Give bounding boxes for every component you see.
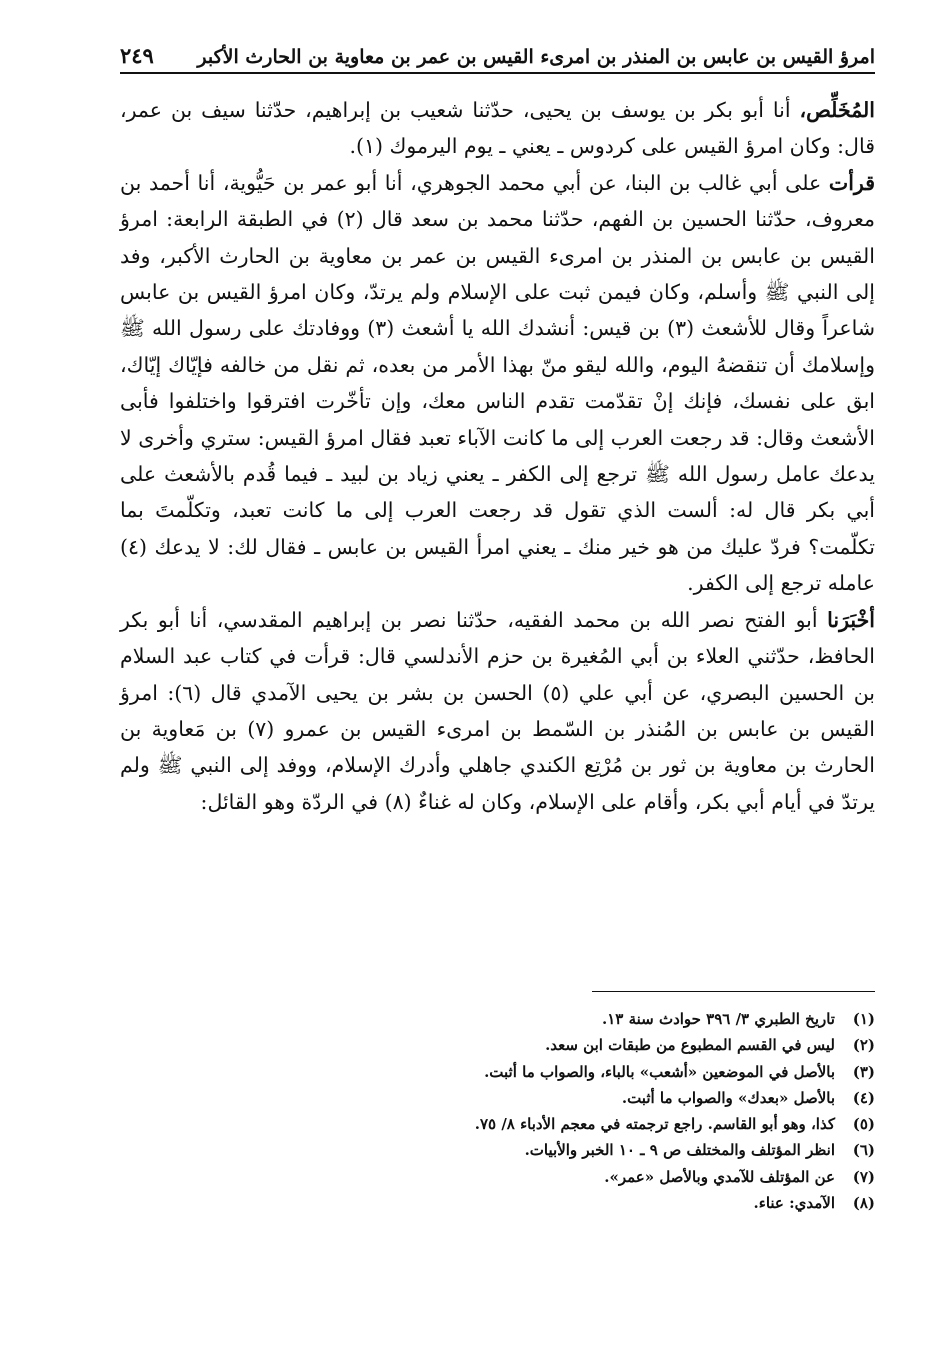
footnote-number: (٢) (852, 1036, 875, 1055)
footnote-text: ليس في القسم المطبوع من طبقات ابن سعد. (545, 1036, 835, 1055)
footnote-number: (٣) (852, 1062, 875, 1081)
paragraph-lead-word: قرأت (828, 170, 875, 195)
footnote-number: (٧) (852, 1167, 875, 1186)
paragraph (120, 165, 875, 602)
footnote-text: انظر المؤتلف والمختلف ص ٩ ـ ١٠ الخبر والأبيات. (524, 1141, 835, 1160)
footnote-number: (٤) (852, 1088, 875, 1107)
paragraph (120, 92, 875, 165)
main-text (120, 92, 875, 820)
paragraph-lead-word: المُخَلِّص، (799, 98, 875, 122)
footnote-text: كذا، وهو أبو القاسم. راجع ترجمته في معجم الأدباء ٨/ ٧٥. (474, 1115, 835, 1134)
footnote (200, 1190, 875, 1216)
footnote (200, 1111, 875, 1137)
footnote-separator (592, 991, 875, 992)
footnote-number: (٨) (852, 1194, 875, 1213)
footnote-number: (٦) (852, 1141, 875, 1160)
paragraph-lead-word: أخْبَرَنا (827, 607, 875, 632)
paragraph-text: أبو الفتح نصر الله بن محمد الفقيه، حدّثنا نصر بن إبراهيم المقدسي، أنا أبو بكر الحافظ، حدّثني العلاء بن أبي المُغيرة بن حزم الأندلسي قال: قرأت في كتاب عبد السلام بن الحسين البصري، عن أبي علي (٥) الحسن بن بشر بن يحيى الآمدي قال (٦): امرؤ القيس بن عابس بن المُنذر بن السّمط بن امرىء القيس بن عمرو (٧) بن مَعاوية بن الحارث بن معاوية بن ثور بن مُرْتِع الكندي جاهلي وأدرك الإسلام، ووفد إلى النبي ﷺ ولم يرتدّ في أيام أبي بكر، وأقام على الإسلام، وكان له غناءٌ (٨) في الردّة وهو القائل: (120, 607, 876, 814)
footnote (200, 1137, 875, 1163)
footnote-text: بالأصل «بعدك» والصواب ما أثبت. (621, 1088, 835, 1107)
footnote-text: تاريخ الطبري ٣/ ٣٩٦ حوادث سنة ١٣. (602, 1010, 835, 1028)
footnote (200, 1032, 875, 1058)
paragraph-text: أنا أبو بكر بن يوسف بن يحيى، حدّثنا شعيب بن إبراهيم، حدّثنا سيف بن عمر، قال: وكان امرؤ القيس على كردوس ـ يعني ـ يوم اليرموك (١). (120, 98, 875, 159)
running-header (120, 30, 875, 74)
footnote-number: (١) (852, 1010, 875, 1028)
page-number: ٢٤٩ (120, 43, 154, 68)
paragraph (120, 602, 875, 820)
footnote-text: عن المؤتلف للآمدي وبالأصل «عمر». (604, 1167, 835, 1186)
paragraph-text: على أبي غالب بن البنا، عن أبي محمد الجوهري، أنا أبو عمر بن حَيُّوية، أنا أحمد بن معروف، حدّثنا الحسين بن الفهم، حدّثنا محمد بن سعد قال (٢) في الطبقة الرابعة: امرؤ القيس بن عابس بن المنذر بن امرىء القيس بن عمر بن معاوية بن الحارث الأكبر، وفد إلى النبي ﷺ وأسلم، وكان فيمن ثبت على الإسلام ولم يرتدّ، وكان امرؤ القيس بن عابس شاعراً وقال للأشعث (٣) بن قيس: أنشدك الله يا أشعث (٣) ووفادتك على رسول الله ﷺ وإسلامك أن تنقضهُ اليوم، والله ليقو منّ بهذا الأمر من بعده، ثم نقل من خالفه فإيّاك إيّاك، ابق على نفسك، فإنك إنْ تقدّمت تقدم الناس معك، وإن تأخّرت افترقوا واختلفوا فأبى الأشعث وقال: قد رجعت العرب إلى ما كانت الآباء تعبد فقال امرؤ القيس: ستري وأخرى لا يدعك عامل رسول الله ﷺ ترجع إلى الكفر ـ يعني زياد بن لبيد ـ فيما قُدم بالأشعث على أبي بكر قال له: ألست الذي تقول قد رجعت العرب إلى ما كانت تعبد، وتكلّمتَ بما تكلّمت؟ فردّ عليك من هو خير منك ـ يعني امرأ القيس بن عابس ـ فقال لك: لا يدعك (٤) عامله ترجع إلى الكفر. (120, 170, 876, 596)
footnotes (200, 1006, 875, 1216)
header-title: امرؤ القيس بن عابس بن المنذر بن امرىء القيس بن عمر بن معاوية بن الحارث الأكبر (197, 46, 875, 68)
footnote-number: (٥) (852, 1115, 875, 1134)
footnote (200, 1006, 875, 1032)
footnote-text: الآمدي: عناء. (753, 1194, 835, 1213)
footnote (200, 1164, 875, 1190)
footnote-text: بالأصل في الموضعين «أشعب» بالباء، والصواب ما أثبت. (484, 1062, 835, 1081)
footnote (200, 1085, 875, 1111)
footnote (200, 1059, 875, 1085)
